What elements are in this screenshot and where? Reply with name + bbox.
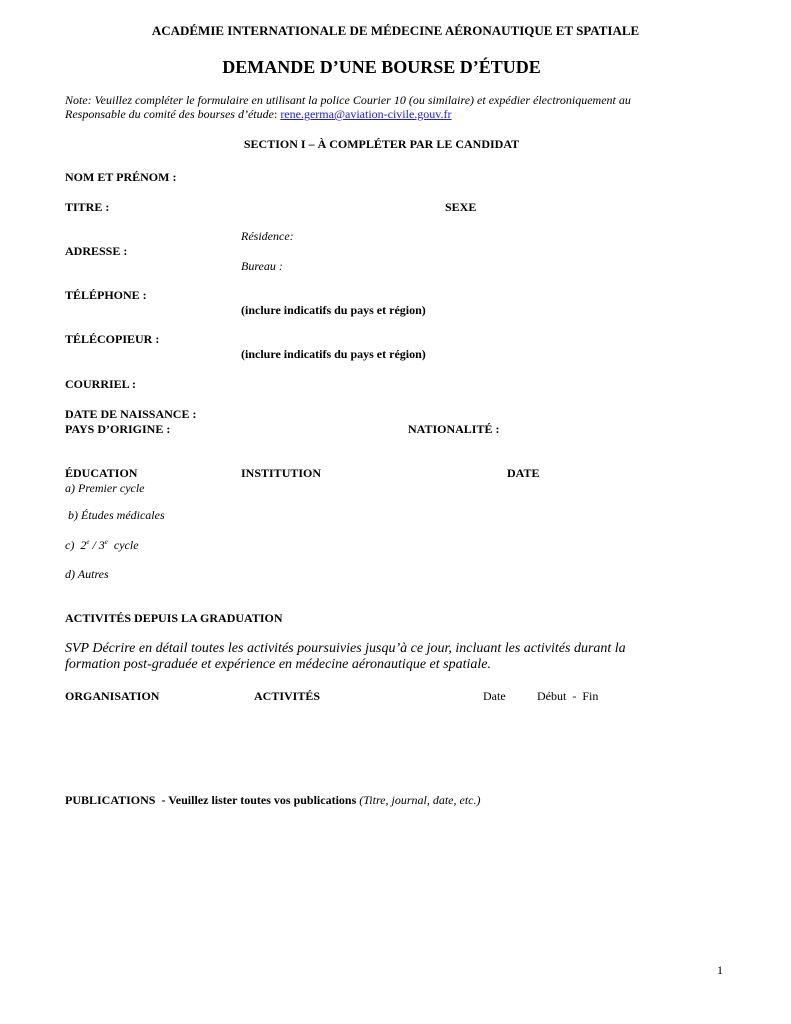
publications-label: PUBLICATIONS - Veuillez lister toutes vos publications bbox=[65, 793, 357, 807]
note-colon: : bbox=[273, 107, 281, 121]
date-header: DATE bbox=[507, 466, 540, 480]
note-line-1: Note: Veuillez compléter le formulaire en utilisant la police Courier 10 (ou similaire) et expédier électroniquement au bbox=[65, 93, 631, 107]
courriel-label: COURRIEL : bbox=[65, 377, 137, 391]
nationalite-label: NATIONALITÉ : bbox=[408, 422, 500, 436]
education-item-d: d) Autres bbox=[65, 567, 109, 581]
education-item-c-sup1: e bbox=[86, 538, 90, 546]
titre-label: TITRE : bbox=[65, 200, 110, 214]
institution-header: INSTITUTION bbox=[241, 466, 322, 480]
residence-label: Résidence: bbox=[241, 229, 294, 243]
page-title: DEMANDE D’UNE BOURSE D’ÉTUDE bbox=[222, 57, 541, 77]
education-item-c-suffix: cycle bbox=[107, 538, 139, 552]
contact-email-link[interactable]: rene.germa@aviation-civile.gouv.fr bbox=[280, 107, 452, 121]
education-item-a: a) Premier cycle bbox=[65, 481, 145, 495]
education-item-c-sup2: e bbox=[104, 538, 108, 546]
organisation-header: ORGANISATION bbox=[65, 689, 160, 703]
activities-desc-line-1: SVP Décrire en détail toutes les activités poursuivies jusqu’à ce jour, incluant les activités durant la bbox=[65, 641, 626, 656]
activites-header: ACTIVITÉS bbox=[254, 689, 321, 703]
page-number: 1 bbox=[717, 963, 723, 977]
adresse-label: ADRESSE : bbox=[65, 244, 128, 258]
nom-label: NOM ET PRÉNOM : bbox=[65, 170, 177, 184]
publications-hint: (Titre, journal, date, etc.) bbox=[356, 793, 481, 807]
note-line-2-text: Responsable du comité des bourses d’étude bbox=[65, 107, 274, 121]
education-header: ÉDUCATION bbox=[65, 466, 138, 480]
section-title: SECTION I – À COMPLÉTER PAR LE CANDIDAT bbox=[243, 137, 520, 151]
telecopieur-hint: (inclure indicatifs du pays et région) bbox=[241, 347, 426, 361]
activities-desc-line-2: formation post-graduée et expérience en médecine aéronautique et spatiale. bbox=[65, 657, 491, 672]
bureau-label: Bureau : bbox=[241, 259, 283, 273]
sexe-label: SEXE bbox=[445, 200, 477, 214]
note-line-2 bbox=[65, 107, 452, 122]
academy-name: ACADÉMIE INTERNATIONALE DE MÉDECINE AÉRONAUTIQUE ET SPATIALE bbox=[151, 23, 640, 38]
activites-date-header: Date bbox=[483, 689, 506, 703]
telephone-label: TÉLÉPHONE : bbox=[65, 288, 147, 302]
telephone-hint: (inclure indicatifs du pays et région) bbox=[241, 303, 426, 317]
pays-origine-label: PAYS D’ORIGINE : bbox=[65, 422, 171, 436]
education-item-b: b) Études médicales bbox=[65, 508, 165, 522]
telecopieur-label: TÉLÉCOPIEUR : bbox=[65, 332, 160, 346]
date-naissance-label: DATE DE NAISSANCE : bbox=[65, 407, 197, 421]
activites-range-header: Début - Fin bbox=[537, 689, 599, 703]
activities-title: ACTIVITÉS DEPUIS LA GRADUATION bbox=[65, 611, 283, 625]
education-item-c-prefix: c) 2 bbox=[65, 538, 87, 552]
publications-line bbox=[65, 793, 480, 808]
education-item-c bbox=[65, 538, 139, 553]
education-item-c-mid: / 3 bbox=[89, 538, 105, 552]
